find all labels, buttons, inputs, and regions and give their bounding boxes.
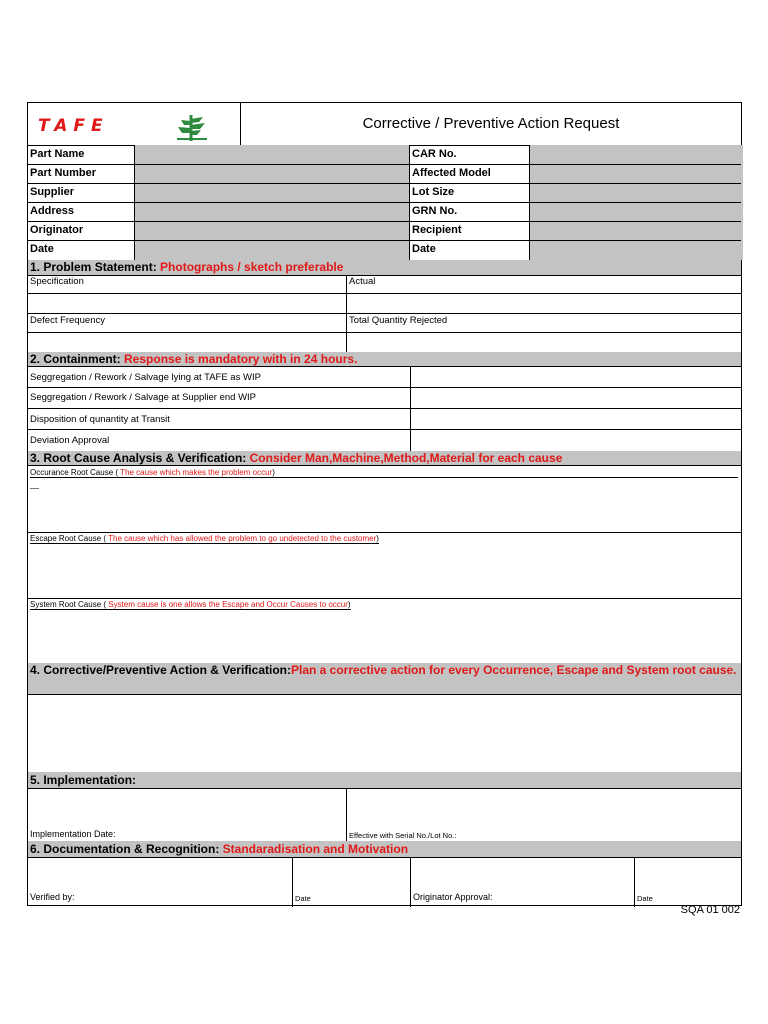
- system-note: System cause is one allows the Escape and Occur Causes to occur: [108, 600, 348, 609]
- implementation-date-label: Implementation Date:: [30, 829, 116, 839]
- containment-row-4: Deviation Approval: [30, 435, 110, 446]
- section-6-note: Standaradisation and Motivation: [222, 842, 409, 856]
- car-no-label: CAR No.: [412, 148, 457, 160]
- section-4-header: [28, 663, 741, 694]
- occurance-root-cause-label: Occurance Root Cause ( The cause which makes the problem occur): [30, 468, 738, 478]
- originator-approval-field[interactable]: [412, 858, 633, 890]
- section-2-header: [28, 352, 741, 366]
- section-4-heading: 4. Corrective/Preventive Action & Verification:: [30, 663, 291, 677]
- effective-serial-label: Effective with Serial No./Lot No.:: [349, 831, 457, 840]
- containment-row-2: Seggregation / Rework / Salvage at Supplier end WIP: [30, 392, 257, 403]
- tafe-leaf-logo-icon: [173, 113, 211, 143]
- section-5-heading: 5. Implementation:: [30, 773, 137, 787]
- section-6-header: [28, 841, 741, 857]
- section-4-note: Plan a corrective action for every Occurrence, Escape and System root cause.: [290, 663, 737, 677]
- approval-date-label: Date: [637, 894, 653, 903]
- verified-by-label: Verified by:: [30, 892, 75, 902]
- verified-date-label: Date: [295, 894, 311, 903]
- section-1-header: [28, 260, 741, 275]
- containment-row-3: Disposition of qunantity at Transit: [30, 414, 170, 425]
- part-number-label: Part Number: [30, 167, 97, 179]
- section-6-heading: 6. Documentation & Recognition:: [30, 842, 223, 856]
- logo-text: TAFE: [38, 116, 109, 136]
- logo: [38, 113, 228, 141]
- containment-row-1: Seggregation / Rework / Salvage lying at TAFE as WIP: [30, 372, 261, 383]
- form-title: Corrective / Preventive Action Request: [362, 115, 620, 132]
- part-name-field[interactable]: [135, 146, 408, 163]
- section-2-heading: 2. Containment:: [30, 352, 125, 366]
- escape-root-cause-field[interactable]: [29, 547, 740, 597]
- right-date-label: Date: [412, 243, 436, 255]
- car-form: [27, 102, 742, 906]
- section-3-header: [28, 451, 741, 465]
- effective-serial-field[interactable]: [347, 789, 740, 827]
- section-1-heading: 1. Problem Statement:: [30, 260, 161, 274]
- actual-field[interactable]: [347, 294, 740, 312]
- specification-label: Specification: [30, 276, 84, 287]
- verified-by-field[interactable]: [29, 858, 291, 890]
- affected-model-label: Affected Model: [412, 167, 491, 179]
- total-rejected-label: Total Quantity Rejected: [349, 315, 448, 326]
- lot-size-label: Lot Size: [412, 186, 455, 198]
- form-code: SQA 01 002: [680, 904, 740, 916]
- system-root-cause-field[interactable]: [29, 613, 740, 663]
- actual-label: Actual: [349, 276, 376, 287]
- supplier-label: Supplier: [30, 186, 75, 198]
- corrective-action-field[interactable]: [29, 695, 740, 771]
- originator-label: Originator: [30, 224, 84, 236]
- specification-field[interactable]: [29, 294, 345, 312]
- defect-frequency-label: Defect Frequency: [30, 315, 105, 326]
- section-1-note: Photographs / sketch preferable: [160, 260, 344, 274]
- occurance-note: The cause which makes the problem occur: [120, 468, 273, 477]
- grn-no-label: GRN No.: [412, 205, 458, 217]
- system-root-cause-label: System Root Cause ( System cause is one allows the Escape and Occur Causes to occur): [30, 600, 351, 609]
- escape-note: The cause which has allowed the problem to go undetected to the customer: [108, 534, 377, 543]
- escape-root-cause-label: Escape Root Cause ( The cause which has allowed the problem to go undetected to the customer): [30, 534, 379, 543]
- implementation-date-field[interactable]: [29, 789, 345, 827]
- section-2-note: Response is mandatory with in 24 hours.: [124, 352, 358, 366]
- recipient-label: Recipient: [412, 224, 462, 236]
- section-3-note: Consider Man,Machine,Method,Material for each cause: [249, 451, 563, 465]
- address-label: Address: [30, 205, 75, 217]
- containment-field-1[interactable]: [412, 367, 740, 386]
- part-name-label: Part Name: [30, 148, 85, 160]
- car-no-field[interactable]: [530, 146, 742, 163]
- occurance-root-cause-field[interactable]: [29, 483, 740, 531]
- date-label: Date: [30, 243, 54, 255]
- occurance-dash: __: [30, 480, 39, 489]
- section-3-heading: 3. Root Cause Analysis & Verification:: [30, 451, 250, 465]
- originator-approval-label: Originator Approval:: [413, 892, 493, 902]
- section-5-header: [28, 772, 741, 788]
